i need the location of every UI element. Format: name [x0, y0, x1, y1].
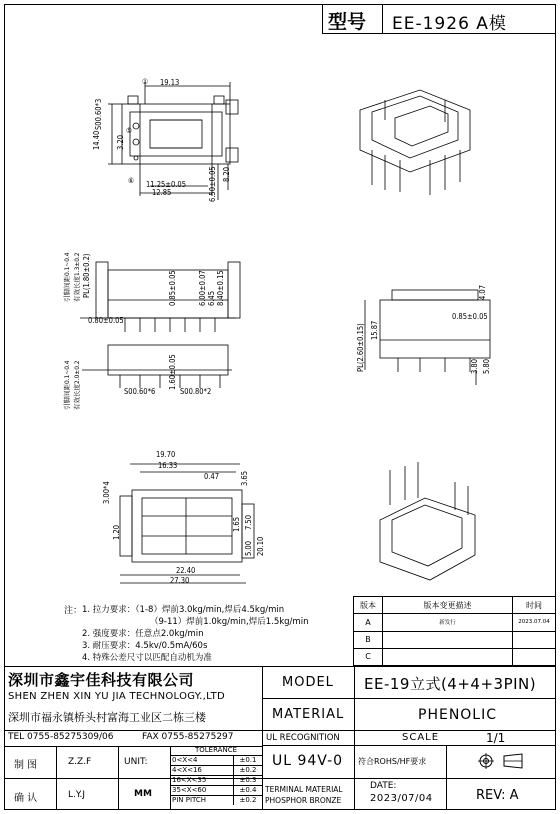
tol-range-2: 4<X<16 — [170, 766, 233, 776]
rev-ver-c: C — [354, 648, 383, 665]
tb-line-5 — [4, 778, 556, 779]
dim-bv-w5: 27.30 — [170, 576, 190, 585]
revision-table — [353, 596, 556, 666]
dim-top-w2: 11.25±0.05 — [146, 180, 186, 189]
rev-desc-a: 新发行 — [383, 614, 513, 631]
dim-top-w1: 19.13 — [160, 78, 180, 87]
terminal-label-2: PHOSPHOR BRONZE — [265, 796, 342, 805]
dim-side-d5: 8.40±0.15 — [216, 270, 225, 306]
draw-label: 制 图 — [14, 760, 38, 771]
scale-label: SCALE — [402, 732, 440, 743]
dim-bottomside-pin-ok: 引脚间距0.1~0.4 — [63, 360, 71, 410]
company-fax: FAX 0755-85275297 — [142, 732, 234, 742]
tb-vline-5 — [56, 746, 57, 810]
rev-header-ver: 版本 — [354, 597, 383, 614]
dim-side-pin-ok: 引脚间距0.1~0.4 — [63, 252, 71, 302]
tol-range-5: PIN PITCH — [170, 796, 233, 806]
dim-right-d4: 5.80 — [482, 358, 491, 374]
check-name: L.Y.J — [68, 790, 86, 800]
dim-bv-d5: 20.10 — [256, 536, 265, 556]
dim-bv-w3: 0.47 — [204, 472, 220, 481]
dim-side-pl: PL(1.80±0.2) — [82, 253, 91, 298]
dim-top-h: 14.40 — [92, 130, 101, 150]
material-value: PHENOLIC — [418, 707, 498, 723]
rev-ver-b: B — [354, 631, 383, 648]
dim-bv-d3: 5.00 — [244, 540, 253, 556]
unit-label: UNIT: — [124, 757, 148, 767]
tolerance-title: TOLERANCE — [170, 746, 262, 756]
note-1: 1. 拉力要求：（1-8）焊前3.0kg/min,焊后4.5kg/min — [82, 605, 285, 615]
dim-bottomside-pin-len: 有效长度2.0±0.2 — [73, 360, 81, 410]
scale-value: 1/1 — [486, 731, 506, 745]
tol-value-4: ±0.4 — [233, 786, 262, 796]
dim-bv-w2: 16.33 — [158, 461, 178, 470]
tol-range-3: 16<X<35 — [170, 776, 233, 786]
tb-vline-2 — [354, 666, 355, 810]
tb-vline-6 — [118, 746, 119, 810]
dim-top-pin-a: 3.20 — [116, 134, 125, 150]
dim-bv-s: 3.00*4 — [102, 481, 111, 504]
rev-date-b — [513, 631, 556, 648]
tb-vline-1 — [262, 666, 263, 810]
rev-value: REV: A — [476, 788, 519, 803]
tol-range-4: 35<X<60 — [170, 786, 233, 796]
draw-name: Z.Z.F — [68, 757, 92, 767]
isometric-bottom-drawing — [380, 462, 475, 580]
note-3: 3. 耐压要求：4.5kv/0.5mA/60s — [82, 641, 208, 651]
rev-date-c — [513, 648, 556, 665]
tb-vline-4 — [446, 778, 447, 810]
dim-bv-w4: 22.40 — [176, 566, 196, 575]
notes-title: 注： — [64, 606, 83, 616]
dim-top-p1: 6.50±0.05 — [208, 166, 217, 202]
tol-range-1: 0<X<4 — [170, 756, 233, 766]
dim-side-d1: 0.85±0.05 — [168, 270, 177, 306]
tol-value-3: ±0.3 — [233, 776, 262, 786]
tolerance-table — [170, 746, 262, 810]
projection-symbol-icon — [478, 752, 528, 774]
bottom-side-drawing — [82, 345, 232, 388]
check-label: 确 认 — [14, 793, 38, 804]
dim-top-n2: ⑤ — [126, 126, 133, 135]
dim-top-p2: 8.20 — [222, 166, 231, 182]
dim-side-d3: 6.00±0.07 — [198, 270, 207, 306]
company-tel: TEL 0755-85275309/06 — [8, 732, 114, 742]
terminal-label-1: TERMINAL MATERIAL — [265, 785, 343, 794]
tb-line-2 — [4, 730, 556, 731]
dim-bottomside-s2: S00.80*2 — [180, 387, 212, 396]
dim-top-n1: ① — [142, 77, 149, 86]
tol-value-5: ±0.2 — [239, 796, 257, 804]
rohs-text: 符合ROHS/HF要求 — [358, 757, 427, 766]
dim-right-d3: 3.80 — [470, 358, 479, 374]
dim-bv-d2: 1.65 — [232, 516, 241, 532]
dim-right-d1: 0.85±0.05 — [452, 312, 488, 321]
company-cn: 深圳市鑫宇佳科技有限公司 — [8, 671, 195, 689]
tol-value-1: ±0.1 — [233, 756, 262, 766]
model-value: EE-19立式(4+4+3PIN) — [364, 675, 537, 693]
rev-desc-b — [383, 631, 513, 648]
unit-value: MM — [134, 789, 152, 799]
tb-vline-3 — [446, 745, 447, 778]
note-4: 4. 特殊公差尺寸以匹配自动机为准 — [82, 653, 212, 663]
tb-line-1 — [262, 698, 556, 699]
rev-header-date: 时间 — [513, 597, 556, 614]
dim-bottomside-s1: S00.60*6 — [124, 387, 156, 396]
note-2: 2. 强度要求：任意点2.0kg/min — [82, 629, 204, 639]
tol-value-2: ±0.2 — [233, 766, 262, 776]
dim-bv-d4: 7.50 — [244, 514, 253, 530]
dim-top-s0: S00.60*3 — [94, 98, 103, 130]
isometric-top-drawing — [360, 90, 470, 195]
company-address: 深圳市福永镇桥头村富海工业区二栋三楼 — [8, 711, 206, 724]
dim-top-w3: 12.85 — [152, 188, 172, 197]
rev-ver-a: A — [354, 614, 383, 631]
date-value: 2023/07/04 — [370, 793, 433, 804]
material-label: MATERIAL — [272, 707, 345, 722]
dim-bv-d1: 1.20 — [112, 524, 121, 540]
dim-top-n3: ⑥ — [128, 176, 135, 185]
dim-right-h: 15.87 — [370, 320, 379, 340]
rev-desc-c — [383, 648, 513, 665]
date-label: DATE: — [370, 781, 397, 791]
dim-side-pin-len: 有效长度1.3±0.2 — [73, 252, 81, 302]
dim-bv-w1: 19.70 — [156, 450, 176, 459]
rev-date-a: 2023.07.04 — [513, 614, 556, 631]
dim-right-pl: PL(2.60±0.15) — [356, 323, 365, 372]
ul-value: UL 94V-0 — [272, 753, 344, 769]
model-label: MODEL — [282, 675, 334, 690]
dim-right-d2: 4.07 — [478, 284, 487, 300]
model-code: EE-1926 A模 — [392, 14, 507, 34]
dim-bottomside-d1: 1.60±0.05 — [168, 354, 177, 390]
dim-bv-h1: 3.65 — [240, 470, 249, 486]
dim-side-d2: 0.80±0.05 — [88, 316, 124, 325]
rev-header-desc: 版本变更描述 — [383, 597, 513, 614]
dim-side-d4: 6.45 — [207, 290, 216, 306]
tb-line-3 — [262, 745, 556, 746]
ul-label: UL RECOGNITION — [266, 733, 340, 743]
company-en: SHEN ZHEN XIN YU JIA TECHNOLOGY.,LTD — [8, 691, 226, 702]
type-label: 型号 — [328, 11, 367, 33]
note-1b: （9-11）焊前1.0kg/min,焊后1.5kg/min — [150, 617, 309, 627]
